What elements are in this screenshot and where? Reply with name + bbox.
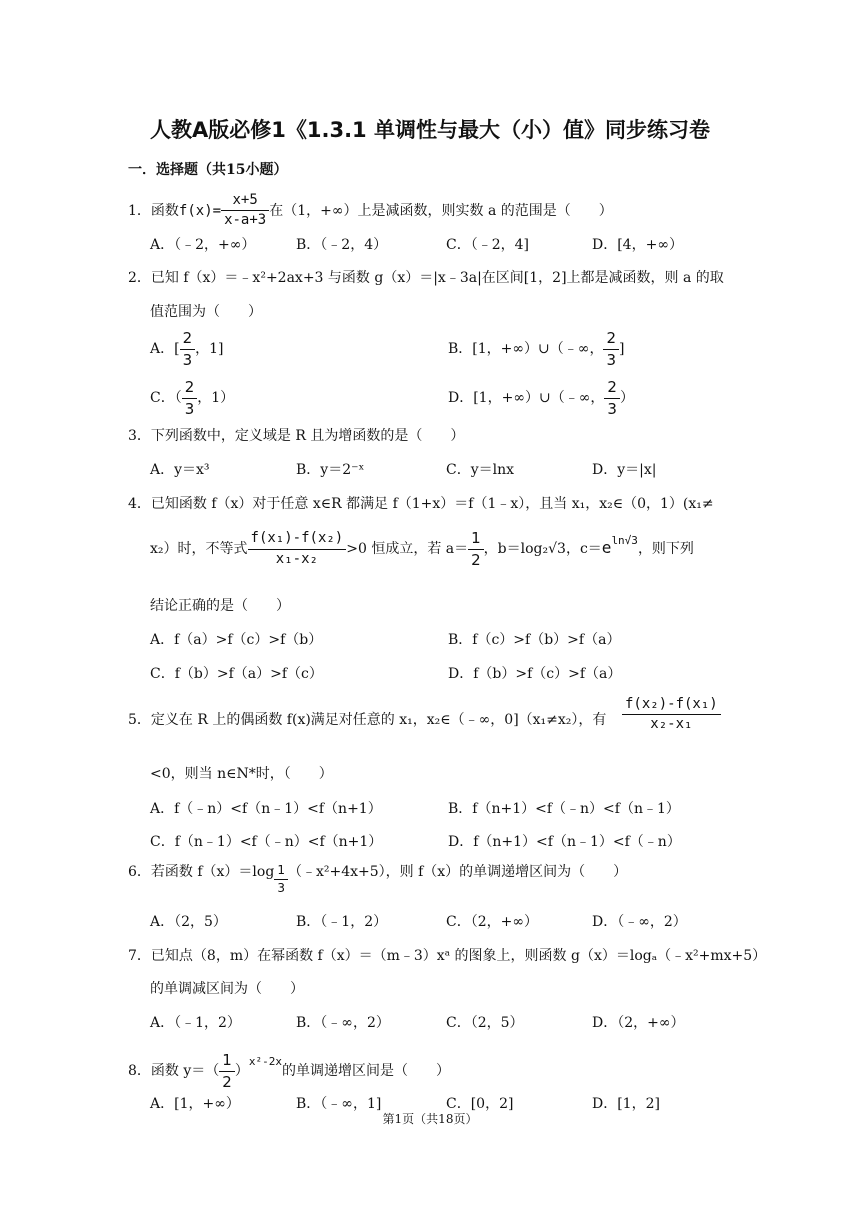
q1-fx: f(x)= [178,202,222,219]
q2-c-post: ，1） [197,390,235,406]
q2-option-c [150,379,234,417]
q2-a-pre: A．[ [150,341,180,357]
q7-line-1: 7．已知点（8，m）在幂函数 f（x）＝（m﹣3）xᵃ 的图象上，则函数 g（x）＝logₐ（﹣x²+mx+5） [128,948,767,964]
q2-a-num: 2 [180,330,196,350]
section-heading: 一．选择题（共15小题） [128,162,288,178]
q6-option-d: D．（﹣∞，2） [592,914,687,930]
q4-line-1: 4．已知函数 f（x）对于任意 x∈R 都满足 f（1+x）＝f（1﹣x），且当 x₁，x₂∈（0，1）(x₁≠ [128,496,714,512]
q8-power: x²-2x [248,1055,282,1068]
q5-fraction [622,697,721,733]
page-title: 人教A版必修1《1.3.1 单调性与最大（小）值》同步练习卷 [150,118,710,142]
q2-c-den: 3 [184,399,195,418]
q4-line-2 [150,530,694,568]
q8-option-a: A．[1，+∞） [150,1096,240,1112]
q2-d-num: 2 [604,379,620,399]
q4-a-num: 1 [468,530,484,550]
q2-b-pre: B．[1，+∞）∪（﹣∞， [448,341,604,357]
q2-d-post: ） [619,390,634,406]
q6-option-b: B．（﹣1，2） [296,914,388,930]
q2-a-fraction [180,330,196,368]
q7-line-2: 的单调减区间为（ ） [150,981,304,997]
q4-l2d: ，则下列 [637,541,694,557]
q5-num: f(x₂)-f(x₁) [622,697,721,715]
page-footer: 第1页（共18页） [382,1112,478,1126]
q5-option-a: A．f（﹣n）<f（n﹣1）<f（n+1） [150,801,382,817]
q2-d-den: 3 [607,399,617,418]
q2-c-pre: C．（ [150,390,182,406]
q5-option-b: B．f（n+1）<f（﹣n）<f（n﹣1） [448,801,680,817]
q5-den: x₂-x₁ [650,716,693,733]
q4-den: x₁-x₂ [275,550,318,567]
q1-denominator: x-a+3 [224,212,267,229]
q2-option-d [448,379,634,417]
q1-numerator: x+5 [221,193,269,211]
q3-text: 3．下列函数中，定义域是 R 且为增函数的是（ ） [128,428,465,444]
q7-option-d: D．（2，+∞） [592,1015,685,1031]
q2-b-fraction [603,330,619,368]
q1-lead: 1．函数 [128,202,179,219]
q4-l2b: >0 恒成立，若 a＝ [346,541,469,557]
q6-base-den: 3 [277,881,285,896]
q5-frac-inner [622,697,721,733]
q5-line-2: <0，则当 n∈N*时，（ ） [150,766,333,782]
q2-line-2: 值范围为（ ） [150,304,262,320]
q4-l2c: ，b＝log₂√3，c＝ [483,541,602,557]
q2-a-post: ，1] [195,341,224,357]
q7-option-a: A．（﹣1，2） [150,1015,241,1031]
question-1 [128,193,613,229]
q3-option-a: A．y＝x³ [150,462,210,478]
q2-b-den: 3 [606,350,616,369]
q4-a-den: 2 [471,550,481,569]
q1-option-a: A．（﹣2，+∞） [150,237,256,253]
q1-fraction [221,193,269,229]
q8-pre: 8．函数 y＝（ [128,1063,220,1079]
q2-b-post: ] [619,341,625,357]
q8-option-b: B．（﹣∞，1] [296,1096,382,1112]
q2-b-num: 2 [603,330,619,350]
q4-option-b: B．f（c）>f（b）>f（a） [448,632,621,648]
q2-option-b [448,330,624,368]
q2-d-pre: D．[1，+∞）∪（﹣∞， [448,390,605,406]
q4-line-3: 结论正确的是（ ） [150,598,290,614]
q4-option-a: A．f（a）>f（c）>f（b） [150,632,323,648]
q4-a-fraction [468,530,484,568]
q7-option-b: B．（﹣∞，2） [296,1015,390,1031]
q1-option-d: D．[4，+∞） [592,237,683,253]
q4-num: f(x₁)-f(x₂) [248,531,347,549]
q4-option-d: D．f（b）>f（c）>f（a） [448,666,622,682]
q6-pre: 6．若函数 f（x）＝log [128,864,275,881]
q6-base-num: 1 [274,864,288,880]
q6-option-a: A．（2，5） [150,914,227,930]
q8-option-d: D．[1，2] [592,1096,660,1112]
question-8 [128,1052,450,1090]
q8-fraction [219,1052,235,1090]
q5-line-1: 5．定义在 R 上的偶函数 f(x)满足对任意的 x₁，x₂∈（﹣∞，0]（x₁≠x₂），有 [128,712,607,728]
q2-c-num: 2 [182,379,198,399]
q5-option-c: C．f（n﹣1）<f（﹣n）<f（n+1） [150,834,383,850]
q4-c-power: ln√3 [611,534,638,547]
q4-option-c: C．f（b）>f（a）>f（c） [150,666,323,682]
q6-option-c: C．（2，+∞） [446,914,539,930]
question-6 [128,864,627,895]
q6-base-fraction [274,864,288,895]
q3-option-c: C．y＝lnx [446,462,515,478]
q1-tail: 在（1，+∞）上是减函数，则实数 a 的范围是（ ） [269,202,613,219]
q1-option-b: B．（﹣2，4） [296,237,388,253]
q8-num: 1 [219,1052,235,1072]
q4-c-base: e [601,538,612,557]
q8-post: 的单调递增区间是（ ） [281,1063,450,1079]
q8-mid: ） [234,1063,249,1079]
q2-line-1: 2．已知 f（x）＝﹣x²+2ax+3 与函数 g（x）＝|x﹣3a|在区间[1，2]上都是减函数，则 a 的取 [128,270,724,286]
q6-post: （﹣x²+4x+5），则 f（x）的单调递增区间为（ ） [287,864,628,881]
q5-option-d: D．f（n+1）<f（n﹣1）<f（﹣n） [448,834,681,850]
q4-fraction [248,531,347,567]
q2-option-a [150,330,224,368]
q1-option-c: C．（﹣2，4] [446,237,529,253]
q2-d-fraction [604,379,620,417]
q4-l2a: x₂）时，不等式 [150,541,248,557]
q8-option-c: C．[0，2] [446,1096,514,1112]
q7-option-c: C．（2，5） [446,1015,524,1031]
q2-a-den: 3 [182,350,193,369]
q2-c-fraction [182,379,198,417]
q3-option-b: B．y＝2⁻ˣ [296,462,365,478]
q8-den: 2 [222,1072,232,1091]
q3-option-d: D．y＝|x| [592,462,657,478]
